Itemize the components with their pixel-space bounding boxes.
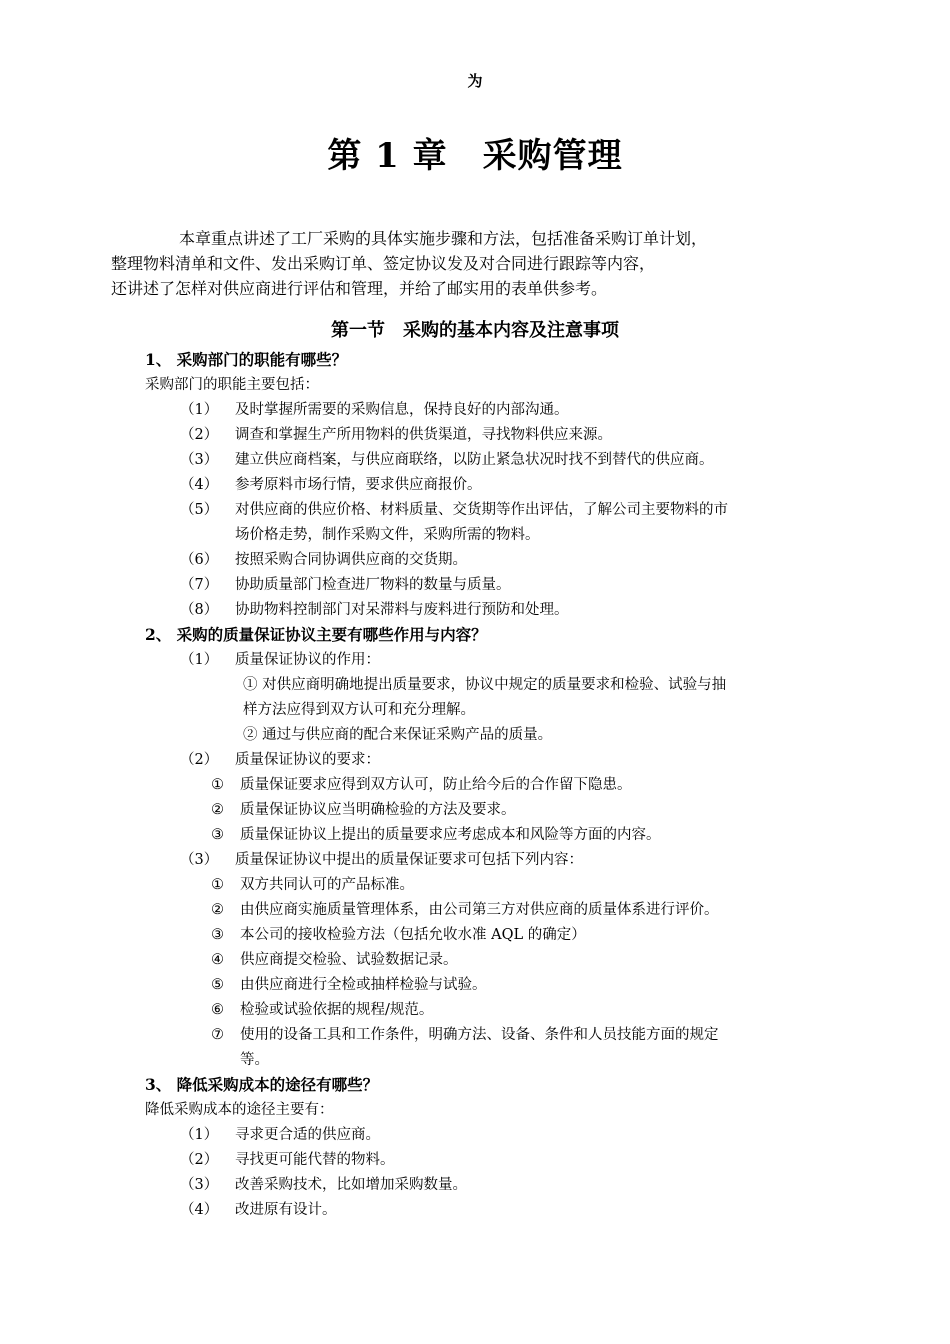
item-number: （2） <box>180 752 219 768</box>
intro-line: 本章重点讲述了工厂采购的具体实施步骤和方法，包括准备采购订单计划， <box>179 229 708 248</box>
section-title: 第一节 采购的基本内容及注意事项 <box>331 320 619 341</box>
sub-item-text: 使用的设备工具和工作条件，明确方法、设备、条件和人员技能方面的规定 <box>240 1027 719 1043</box>
circled-number: ③ <box>211 827 224 843</box>
intro-line: 整理物料清单和文件、发出采购订单、签定协议发及对合同进行跟踪等内容， <box>111 254 656 273</box>
circled-number: ① <box>211 877 224 893</box>
sub-item-text: 本公司的接收检验方法（包括允收水准 AQL 的确定） <box>240 927 586 943</box>
question-3-lead: 降低采购成本的途径主要有： <box>145 1102 334 1118</box>
item-number: （7） <box>180 577 219 593</box>
list-item <box>180 473 482 497</box>
question-2-title: 2、 采购的质量保证协议主要有哪些作用与内容？ <box>145 625 487 644</box>
sub-item-text: 双方共同认可的产品标准。 <box>240 877 414 893</box>
item-number: （8） <box>180 602 219 618</box>
list-item <box>180 848 583 872</box>
sub-item-text: 检验或试验依据的规程/规范。 <box>240 1002 434 1018</box>
item-text: 质量保证协议的作用： <box>235 652 380 668</box>
intro-line: 还讲述了怎样对供应商进行评估和管理，并给了邮实用的表单供参考。 <box>111 279 608 298</box>
sub-item-text: 质量保证协议上提出的质量要求应考虑成本和风险等方面的内容。 <box>240 827 661 843</box>
list-item <box>180 498 728 522</box>
item-text: 按照采购合同协调供应商的交货期。 <box>235 552 467 568</box>
list-item <box>180 748 380 772</box>
sub-item <box>211 798 516 822</box>
item-number: （3） <box>180 452 219 468</box>
intro-paragraph <box>111 226 815 301</box>
item-text: 参考原料市场行情，要求供应商报价。 <box>235 477 482 493</box>
circled-number: ② <box>211 802 224 818</box>
item-number: （6） <box>180 552 219 568</box>
item-number: （3） <box>180 1177 219 1193</box>
sub-item-text: 由供应商进行全检或抽样检验与试验。 <box>240 977 487 993</box>
list-item <box>180 573 511 597</box>
sub-item <box>211 973 487 997</box>
sub-item-text: 由供应商实施质量管理体系，由公司第三方对供应商的质量体系进行评价。 <box>240 902 719 918</box>
sub-item-text: 样方法应得到双方认可和充分理解。 <box>243 702 475 718</box>
item-number: （1） <box>180 1127 219 1143</box>
sub-item <box>211 898 719 922</box>
list-item <box>180 1123 380 1147</box>
circled-number: ⑦ <box>211 1027 224 1043</box>
sub-item <box>211 948 458 972</box>
list-item <box>180 1148 395 1172</box>
sub-item <box>211 823 661 847</box>
item-number: （4） <box>180 477 219 493</box>
circled-number: ④ <box>211 952 224 968</box>
list-item <box>180 423 612 447</box>
sub-item <box>211 923 586 947</box>
item-text: 建立供应商档案，与供应商联络，以防止紧急状况时找不到替代的供应商。 <box>235 452 714 468</box>
item-text: 调查和掌握生产所用物料的供货渠道，寻找物料供应来源。 <box>235 427 612 443</box>
item-text: 寻找更可能代替的物料。 <box>235 1152 395 1168</box>
question-1-title: 1、 采购部门的职能有哪些？ <box>145 350 348 369</box>
item-number: （5） <box>180 502 219 518</box>
sub-item-text: 质量保证协议应当明确检验的方法及要求。 <box>240 802 516 818</box>
sub-item-text: ① 对供应商明确地提出质量要求，协议中规定的质量要求和检验、试验与抽 <box>243 677 727 693</box>
item-number: （2） <box>180 427 219 443</box>
circled-number: ① <box>211 777 224 793</box>
item-text: 改进原有设计。 <box>235 1202 337 1218</box>
list-item <box>180 1198 337 1222</box>
circled-number: ⑥ <box>211 1002 224 1018</box>
question-1-lead: 采购部门的职能主要包括： <box>145 377 319 393</box>
chapter-title: 第 1 章 采购管理 <box>327 136 623 176</box>
sub-item-text-continued: 等。 <box>240 1052 269 1068</box>
item-number: （3） <box>180 852 219 868</box>
list-item <box>180 398 569 422</box>
item-text: 协助物料控制部门对呆滞料与废料进行预防和处理。 <box>235 602 569 618</box>
sub-item-text: 质量保证要求应得到双方认可，防止给今后的合作留下隐患。 <box>240 777 632 793</box>
question-3-title: 3、 降低采购成本的途径有哪些？ <box>145 1075 379 1094</box>
circled-number: ③ <box>211 927 224 943</box>
list-item <box>180 598 569 622</box>
list-item <box>180 648 380 672</box>
item-text: 对供应商的供应价格、材料质量、交货期等作出评估，了解公司主要物料的市 <box>235 502 728 518</box>
item-text: 改善采购技术，比如增加采购数量。 <box>235 1177 467 1193</box>
sub-item <box>211 873 414 897</box>
list-item <box>180 1173 467 1197</box>
item-number: （1） <box>180 652 219 668</box>
item-text-continued: 场价格走势，制作采购文件，采购所需的物料。 <box>235 527 540 543</box>
sub-item-text: 供应商提交检验、试验数据记录。 <box>240 952 458 968</box>
page-header: 为 <box>467 72 483 90</box>
list-item <box>180 548 467 572</box>
sub-item-text: ② 通过与供应商的配合来保证采购产品的质量。 <box>243 727 553 743</box>
item-number: （1） <box>180 402 219 418</box>
item-number: （4） <box>180 1202 219 1218</box>
circled-number: ② <box>211 902 224 918</box>
sub-item <box>211 773 632 797</box>
list-item <box>180 448 714 472</box>
item-number: （2） <box>180 1152 219 1168</box>
circled-number: ⑤ <box>211 977 224 993</box>
item-text: 质量保证协议中提出的质量保证要求可包括下列内容： <box>235 852 583 868</box>
item-text: 质量保证协议的要求： <box>235 752 380 768</box>
item-text: 协助质量部门检查进厂物料的数量与质量。 <box>235 577 511 593</box>
sub-item <box>211 998 434 1022</box>
item-text: 及时掌握所需要的采购信息，保持良好的内部沟通。 <box>235 402 569 418</box>
item-text: 寻求更合适的供应商。 <box>235 1127 380 1143</box>
sub-item <box>211 1023 719 1047</box>
